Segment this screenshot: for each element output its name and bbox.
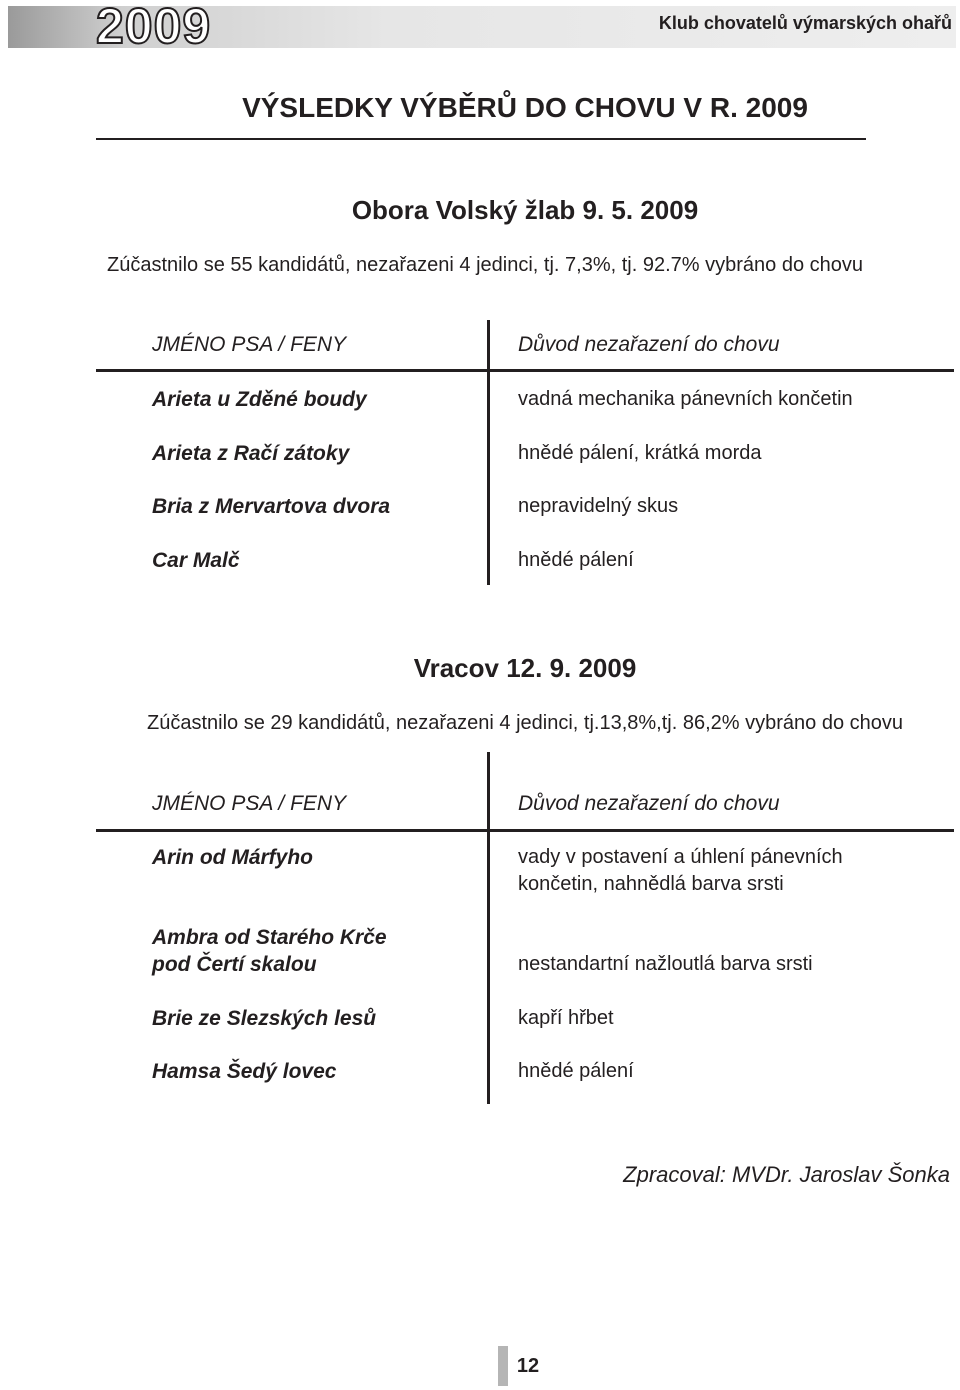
table-row-name: Arin od Márfyho (152, 846, 313, 869)
table-row-reason: hnědé pálení (518, 1060, 634, 1082)
table-row-name: Car Malč (152, 549, 240, 572)
section-1-column-divider (487, 320, 490, 585)
table-row-reason: vadná mechanika pánevních končetin (518, 388, 853, 410)
section-2-title: Vracov 12. 9. 2009 (413, 653, 637, 683)
document-title: VÝSLEDKY VÝBĚRŮ DO CHOVU V R. 2009 (242, 92, 808, 123)
page-number-tab (498, 1346, 508, 1386)
table-row-reason: hnědé pálení, krátká morda (518, 442, 762, 464)
section-1-header-rule (96, 369, 954, 372)
section-2-summary: Zúčastnilo se 29 kandidátů, nezařazeni 4 jedinci, tj.13,8%,tj. 86,2% vybráno do chovu (146, 712, 903, 734)
section-1-title: Obora Volský žlab 9. 5. 2009 (351, 195, 699, 225)
table-row-reason: nepravidelný skus (518, 495, 679, 517)
section-1-col-name-header: JMÉNO PSA / FENY (152, 333, 347, 356)
table-row-name: Bria z Mervartova dvora (152, 495, 391, 518)
table-row-reason: vady v postavení a úhlení pánevních končetin, nahnědlá barva srsti (518, 846, 843, 895)
table-row-reason: hnědé pálení (518, 549, 634, 571)
header-year: 2009 (96, 0, 212, 54)
table-row-reason: nestandartní nažloutlá barva srsti (518, 953, 813, 975)
table-row-name: Brie ze Slezských lesů (152, 1007, 377, 1030)
section-2-column-divider (487, 752, 490, 1104)
table-row-name: Ambra od Starého Krče pod Čertí skalou (152, 926, 387, 976)
section-2-col-reason-header: Důvod nezařazení do chovu (518, 792, 780, 815)
page-number: 12 (508, 1346, 548, 1386)
table-row-name: Hamsa Šedý lovec (152, 1060, 337, 1083)
author-credit: Zpracoval: MVDr. Jaroslav Šonka (623, 1162, 950, 1187)
section-2-header-rule (96, 829, 954, 832)
table-row-reason: kapří hřbet (518, 1007, 614, 1029)
section-1-summary: Zúčastnilo se 55 kandidátů, nezařazeni 4 jedinci, tj. 7,3%, tj. 92.7% vybráno do chovu (106, 254, 863, 276)
table-row-name: Arieta u Zděné boudy (152, 388, 367, 411)
title-underline (96, 138, 866, 140)
section-1-col-reason-header: Důvod nezařazení do chovu (518, 333, 780, 356)
section-2-col-name-header: JMÉNO PSA / FENY (152, 792, 347, 815)
table-row-name: Arieta z Račí zátoky (152, 442, 350, 465)
club-name: Klub chovatelů výmarských ohařů (658, 13, 952, 33)
